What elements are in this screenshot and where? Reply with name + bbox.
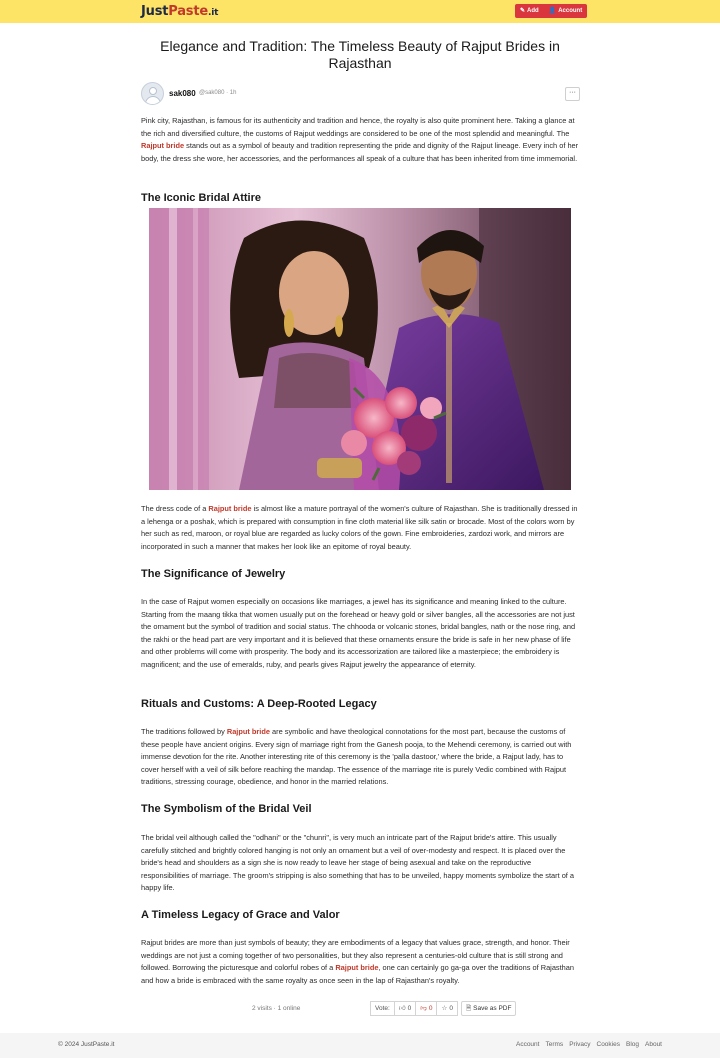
add-button[interactable] <box>515 4 544 18</box>
visit-stats: 2 visits · 1 online <box>252 1005 301 1012</box>
text-span: , one can certainly go ga-ga over the traditions of Rajasthan and how a bride is embraced with the same royalty as once seen in the lap of Rajasthan's royalty. <box>141 963 575 985</box>
keyword-link[interactable]: Rajput bride <box>208 504 252 513</box>
paragraph-attire <box>141 503 579 553</box>
user-icon: 👤 <box>548 8 557 14</box>
thumbs-up-icon: 👍︎ <box>398 1005 406 1012</box>
logo-text-just: Just <box>141 4 169 19</box>
save-pdf-button[interactable] <box>461 1001 517 1016</box>
site-footer <box>0 1033 720 1058</box>
footer-link-blog[interactable]: Blog <box>625 1041 639 1048</box>
more-options-button[interactable]: ··· <box>565 87 580 101</box>
photo-illustration <box>149 208 571 490</box>
keyword-link[interactable]: Rajput bride <box>226 727 270 736</box>
account-label: Account <box>558 8 583 14</box>
keyword-link[interactable]: Rajput bride <box>141 141 185 151</box>
footer-link-privacy[interactable]: Privacy <box>569 1041 591 1048</box>
text-span: is almost like a mature portrayal of the women's culture of Rajasthan. She is traditionally dressed in a lehenga or a poshak, which is prepared with consumption in fine cloth material like silk satin or brocade. Most of the colors worn by her such as red, maroon, or royal blue are regarded as lucky colors of the gown. Fine embroideries, zardozi work, and mirrors are incorporated in such a manner that makes her look like an epitome of royal beauty. <box>141 504 578 551</box>
paragraph-rituals <box>141 726 579 789</box>
heading-legacy: A Timeless Legacy of Grace and Valor <box>141 909 340 921</box>
text-span: are symbolic and have theological connotations for the most part, because the customs of these people have ancient origins. Every sign of marriage right from the Ganesh pooja, to the Mehendi ceremony, is carried out with immense devotion for the rite. Another interesting rite of this ceremony is the 'palla dastoor,' where the bride, a Rajput lady, has to cover herself with a veil of silk before reaching the mandap. The essence of the marriage rite is purely Vedic combined with Rajput traditions, stressing courage, obedience, and honor in the married relations. <box>141 727 572 787</box>
avatar[interactable] <box>141 82 164 105</box>
author-row <box>141 82 579 106</box>
heading-rituals: Rituals and Customs: A Deep-Rooted Legacy <box>141 698 377 710</box>
author-name[interactable]: sak080 <box>169 89 196 98</box>
heading-veil: The Symbolism of the Bridal Veil <box>141 803 312 815</box>
paragraph-legacy <box>141 937 579 987</box>
save-pdf-label: Save as PDF <box>473 1005 512 1012</box>
thumbs-down-icon: 👎︎ <box>420 1005 427 1012</box>
text-span: The dress code of a <box>141 504 209 513</box>
footer-link-cookies[interactable]: Cookies <box>596 1041 620 1048</box>
text-span: Rajput brides are more than just symbols of beauty; they are embodiments of a legacy that values grace, strength, and honor. Their weddings are not just a coming together of two personalities, but they also represent a centuries-old culture that is still strong and followed. Borrowing the picturesque and colorful robes of a <box>141 938 570 973</box>
keyword-link[interactable]: Rajput bride <box>335 963 379 973</box>
header-buttons <box>515 4 587 18</box>
edit-icon: ✎ <box>520 8 526 14</box>
top-bar <box>0 0 720 23</box>
text-span: Pink city, Rajasthan, is famous for its authenticity and tradition and hence, the royalty is also quite prominent here. Taking a glance at the rich and diversified culture, the customs of Rajput weddings are considered to be one of the most splendid and meaningful. The <box>141 116 575 138</box>
star-count: 0 <box>449 1005 453 1012</box>
star-button[interactable] <box>436 1001 457 1016</box>
add-label: Add <box>527 8 539 14</box>
footer-link-about[interactable]: About <box>645 1041 662 1048</box>
site-logo[interactable] <box>141 4 218 21</box>
downvote-count: 0 <box>428 1005 433 1012</box>
footer-links <box>516 1041 662 1048</box>
paragraph-intro <box>141 115 579 165</box>
avatar-head <box>149 87 157 95</box>
text-span: The traditions followed by <box>141 727 227 736</box>
upvote-count: 0 <box>407 1005 412 1012</box>
article-title: Elegance and Tradition: The Timeless Beauty of Rajput Brides in Rajasthan <box>160 38 560 71</box>
copyright: © 2024 JustPaste.it <box>58 1041 115 1048</box>
author-meta: @sak080 · 1h <box>199 90 237 96</box>
downvote-button[interactable] <box>415 1001 437 1016</box>
logo-text-paste: Paste <box>168 4 208 19</box>
vote-bar <box>370 1001 516 1016</box>
footer-link-terms[interactable]: Terms <box>545 1041 564 1048</box>
paragraph-veil: The bridal veil although called the "odhani" or the "chunri", is very much an intricate part of the Rajput bride's attire. This usually carefully stitched and brightly colored hanging is not only an ornament but a veil of over-modesty and respect. It is placed over the bride's head and shoulders as a sign she is now ready to leave her stage of being asexual and take on the reproductive responsibilities of marriage. The groom's stripping is also something that has to be unveiled, happy moments symbolize the start of a happy life. <box>141 833 575 893</box>
footer-link-account[interactable]: Account <box>515 1041 540 1048</box>
upvote-button[interactable] <box>394 1001 416 1016</box>
vote-label: Vote: <box>370 1001 395 1016</box>
text-span: stands out as a symbol of beauty and tradition representing the pride and dignity of the Rajput lineage. Every inch of her body, the dress she wore, her accessories, and the performances all speak of a culture that has been inherited from time immemorial. <box>141 141 579 163</box>
bride-groom-photo <box>149 208 571 490</box>
heading-attire: The Iconic Bridal Attire <box>141 192 262 204</box>
avatar-body <box>145 96 161 105</box>
heading-jewelry: The Significance of Jewelry <box>141 568 286 580</box>
logo-text-it: .it <box>207 8 219 18</box>
document-icon: 🗎 <box>465 1005 472 1012</box>
paragraph-jewelry: In the case of Rajput women especially on occasions like marriages, a jewel has its significance and meaning linked to the culture. Starting from the maang tikka that women usually put on the forehead or heavy gold or silver bangles, all the accessories are not just the ornament but the symbol of tradition and social status. The chhooda or volcanic stones, bridal bangles, nath or the nose ring, and the rakhi or the head part are very important and it is believed that these ornaments ensure the bride is safe in her new phase of life and other problems will come with prosperity. The body and its accessorization are tailored like a masterpiece; the embroidery is magnificent; and the use of emeralds, ruby, and pearls gives Rajput jewelry the appearance of eternity. <box>141 597 576 669</box>
star-icon: ☆ <box>441 1005 448 1012</box>
account-button[interactable] <box>544 4 587 18</box>
